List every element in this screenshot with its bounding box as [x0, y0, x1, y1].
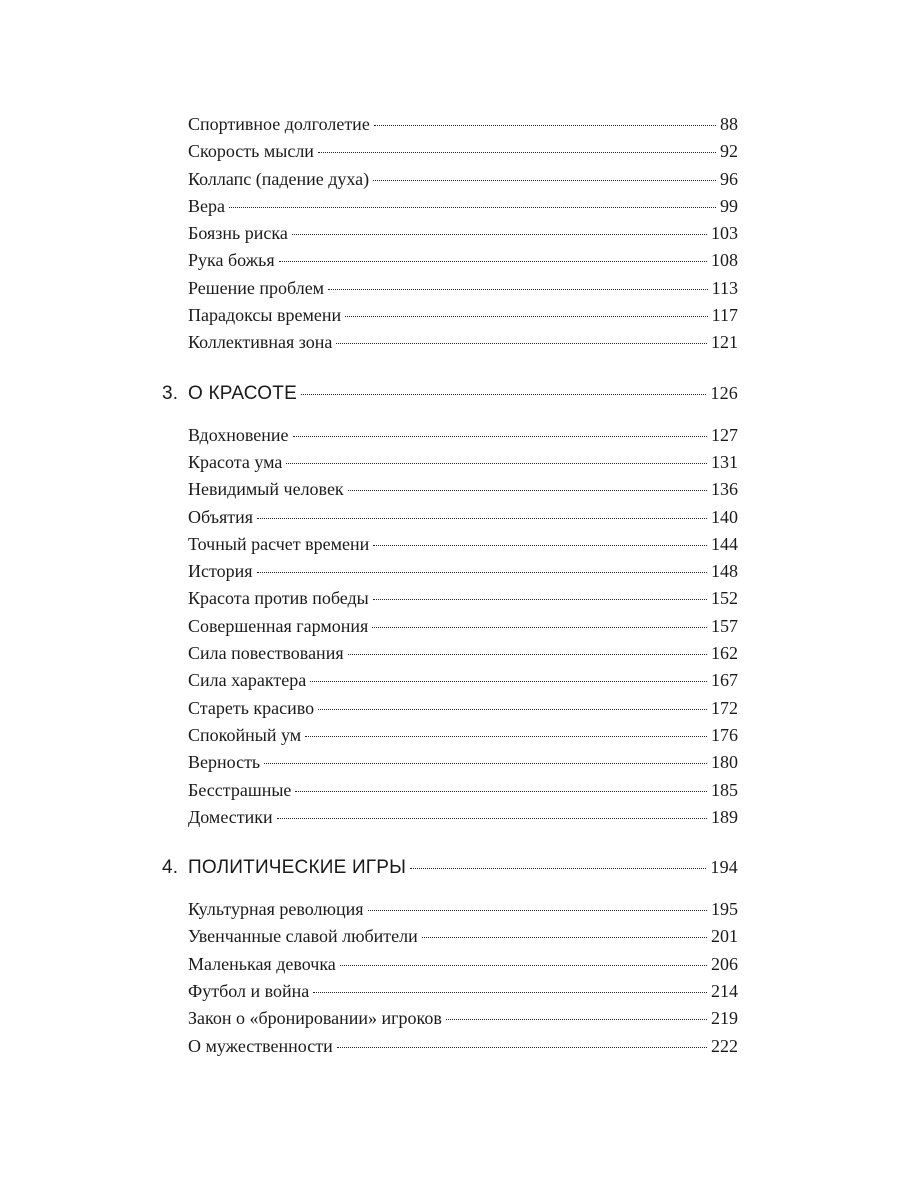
chapter-page: 194 [710, 857, 738, 878]
toc-entry [162, 670, 738, 697]
toc-entry-title: Рука божья [188, 250, 275, 271]
dot-leader [348, 654, 707, 655]
toc-entry-title: Футбол и война [188, 981, 310, 1002]
dot-leader [305, 736, 707, 737]
toc-entry-page: 144 [711, 533, 738, 554]
toc-entry [162, 141, 738, 168]
toc-entry-page: 185 [711, 779, 738, 800]
toc-entry [162, 588, 738, 615]
dot-leader [345, 316, 708, 317]
toc-entry [162, 752, 738, 779]
toc-entry-page: 131 [711, 451, 738, 472]
toc-entry-title: Доместики [188, 806, 273, 827]
toc-entry-page: 113 [711, 277, 738, 298]
dot-leader [422, 937, 707, 938]
toc-entry-page: 201 [711, 926, 738, 947]
dot-leader [277, 818, 707, 819]
toc-entry-page: 222 [711, 1035, 738, 1056]
toc-entry [162, 114, 738, 141]
toc-entry-title: Маленькая девочка [188, 953, 336, 974]
toc-entry-page: 96 [720, 168, 738, 189]
toc-entry-page: 214 [711, 981, 738, 1002]
toc-entry-title: Вера [188, 195, 225, 216]
toc-entry-page: 117 [711, 305, 738, 326]
toc-entry-page: 92 [720, 141, 738, 162]
dot-leader [264, 763, 707, 764]
chapter-number: 4. [162, 857, 179, 879]
dot-leader [293, 436, 707, 437]
toc-entry [162, 926, 738, 953]
dot-leader [373, 180, 716, 181]
dot-leader [318, 152, 716, 153]
toc-entry-title: Красота ума [188, 451, 283, 472]
toc-entry-page: 108 [711, 250, 738, 271]
dot-leader [318, 709, 707, 710]
toc-entry-page: 140 [711, 506, 738, 527]
toc-entry [162, 616, 738, 643]
toc-entry-page: 136 [711, 479, 738, 500]
dot-leader [310, 681, 707, 682]
toc-entry-title: О мужественности [188, 1035, 333, 1056]
dot-leader [336, 343, 707, 344]
toc-entry-title: Стареть красиво [188, 697, 315, 718]
toc-entry [162, 452, 738, 479]
toc-entry [162, 250, 738, 277]
toc-entry [162, 534, 738, 561]
toc-entry-title: Решение проблем [188, 277, 325, 298]
toc-entry-title: Точный расчет времени [188, 533, 370, 554]
toc-entry [162, 725, 738, 752]
toc-entry [162, 507, 738, 534]
toc-entry-title: История [188, 561, 253, 582]
dot-leader [286, 463, 707, 464]
toc-entry-page: 103 [711, 223, 738, 244]
toc-entry [162, 169, 738, 196]
dot-leader [279, 261, 707, 262]
toc-entry-title: Совершенная гармония [188, 615, 369, 636]
toc-entry [162, 780, 738, 807]
chapter-number: 3. [162, 382, 179, 404]
toc-entry [162, 1008, 738, 1035]
toc-entry-title: Парадоксы времени [188, 305, 342, 326]
dot-leader [368, 910, 708, 911]
chapter-heading [162, 383, 738, 413]
toc-entry-page: 189 [711, 806, 738, 827]
toc-entry [162, 305, 738, 332]
dot-leader [372, 627, 707, 628]
toc-entry-page: 167 [711, 670, 738, 691]
dot-leader [301, 394, 706, 395]
dot-leader [373, 599, 707, 600]
toc-entry [162, 223, 738, 250]
dot-leader [229, 207, 716, 208]
chapter-heading [162, 857, 738, 887]
toc-entry-title: Скорость мысли [188, 141, 314, 162]
toc-entry [162, 899, 738, 926]
toc-entry-title: Сила характера [188, 670, 307, 691]
toc-entry-page: 195 [711, 899, 738, 920]
toc-entry-title: Коллективная зона [188, 332, 333, 353]
toc-entry-page: 127 [711, 424, 738, 445]
toc-entry [162, 479, 738, 506]
toc-entry-page: 219 [711, 1008, 738, 1029]
dot-leader [295, 791, 707, 792]
toc-entry [162, 807, 738, 834]
dot-leader [410, 868, 706, 869]
dot-leader [337, 1047, 707, 1048]
table-of-contents [162, 114, 738, 1063]
toc-entry-title: Верность [188, 752, 261, 773]
toc-entry-title: Бесстрашные [188, 779, 292, 800]
toc-entry-title: Невидимый человек [188, 479, 344, 500]
toc-entry-title: Культурная революция [188, 899, 364, 920]
toc-entry [162, 1036, 738, 1063]
toc-entry-title: Боязнь риска [188, 223, 288, 244]
dot-leader [348, 490, 707, 491]
toc-entry-page: 152 [711, 588, 738, 609]
toc-entry [162, 425, 738, 452]
toc-entry-page: 180 [711, 752, 738, 773]
dot-leader [374, 125, 716, 126]
toc-entry-page: 88 [720, 114, 738, 134]
toc-entry [162, 698, 738, 725]
dot-leader [328, 289, 708, 290]
toc-entry-title: Спортивное долголетие [188, 114, 370, 134]
toc-entry-page: 162 [711, 643, 738, 664]
toc-entry-page: 99 [720, 195, 738, 216]
toc-entry-title: Спокойный ум [188, 724, 302, 745]
toc-entry-page: 172 [711, 697, 738, 718]
toc-entry-title: Закон о «бронировании» игроков [188, 1008, 442, 1029]
toc-entry-title: Объятия [188, 506, 254, 527]
dot-leader [257, 518, 707, 519]
toc-entry [162, 954, 738, 981]
chapter-page: 126 [710, 382, 738, 403]
toc-entry-page: 176 [711, 724, 738, 745]
dot-leader [257, 572, 707, 573]
chapter-title: О КРАСОТЕ [188, 382, 297, 404]
dot-leader [292, 234, 707, 235]
toc-entry [162, 981, 738, 1008]
toc-entry [162, 643, 738, 670]
toc-entry-title: Увенчанные славой любители [188, 926, 418, 947]
toc-entry [162, 332, 738, 359]
toc-entry [162, 561, 738, 588]
toc-entry-title: Сила повествования [188, 643, 344, 664]
toc-entry-title: Коллапс (падение духа) [188, 168, 370, 189]
toc-entry-page: 206 [711, 953, 738, 974]
dot-leader [446, 1019, 707, 1020]
toc-entry-page: 157 [711, 615, 738, 636]
toc-entry-page: 148 [711, 561, 738, 582]
dot-leader [373, 545, 707, 546]
dot-leader [313, 992, 707, 993]
dot-leader [340, 965, 707, 966]
toc-entry-title: Вдохновение [188, 424, 289, 445]
toc-entry [162, 278, 738, 305]
chapter-title: ПОЛИТИЧЕСКИЕ ИГРЫ [188, 857, 407, 879]
toc-entry [162, 196, 738, 223]
toc-entry-title: Красота против победы [188, 588, 369, 609]
toc-entry-page: 121 [711, 332, 738, 353]
